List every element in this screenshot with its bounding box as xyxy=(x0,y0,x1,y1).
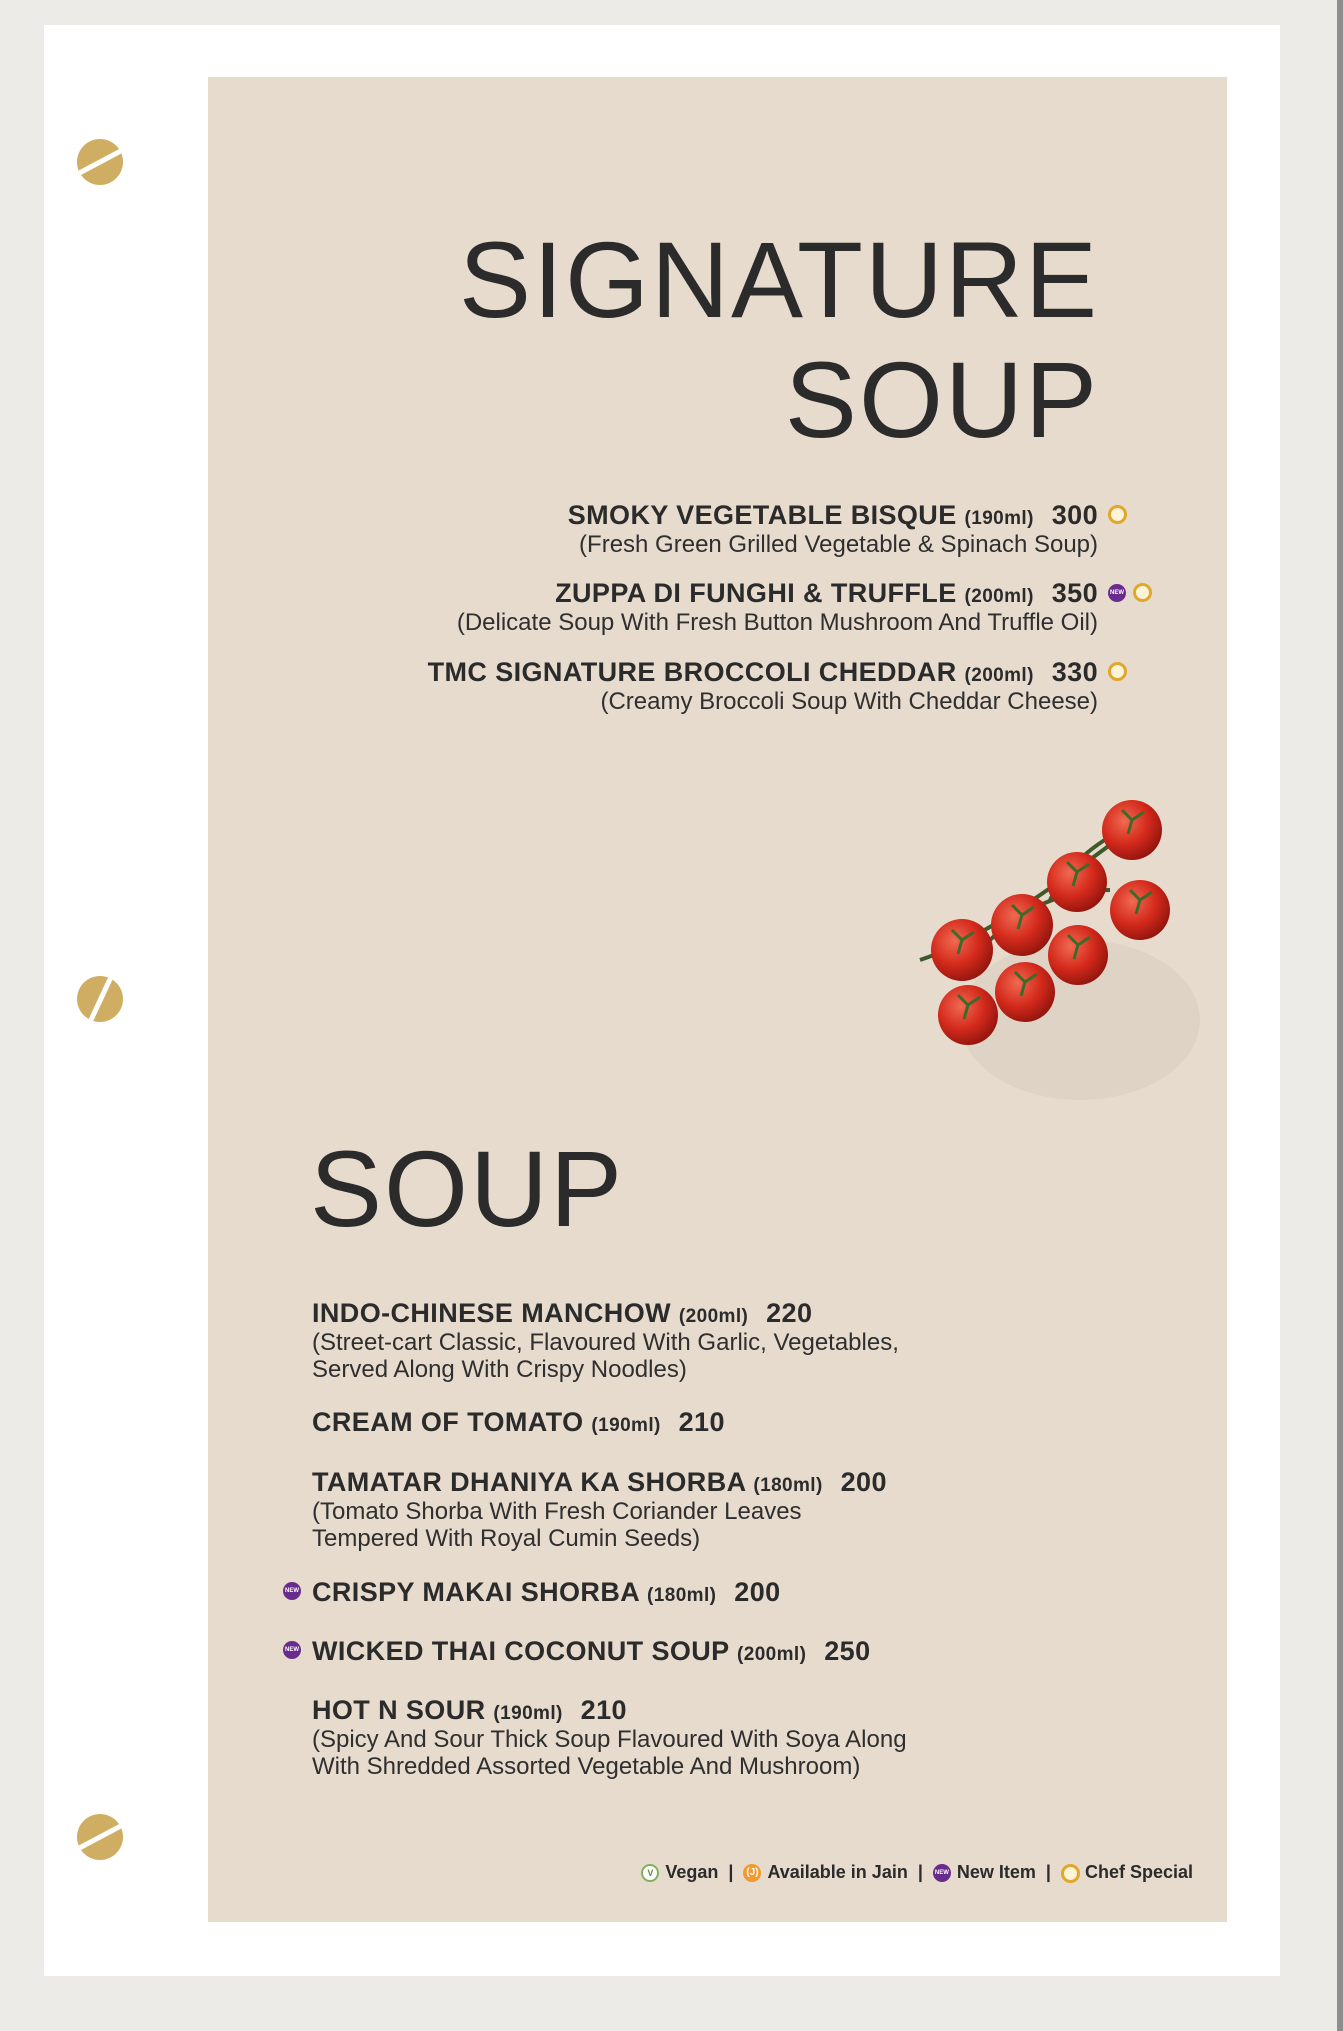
item-price: 200 xyxy=(734,1577,781,1607)
item-price: 350 xyxy=(1051,578,1098,608)
menu-item-smoky-vegetable-bisque xyxy=(568,500,1098,558)
item-volume: (200ml) xyxy=(964,586,1034,607)
item-name: HOT N SOUR xyxy=(312,1695,486,1725)
legend-chef: Chef Special xyxy=(1084,1862,1193,1882)
item-volume: (200ml) xyxy=(964,665,1034,686)
legend-separator: | xyxy=(1045,1862,1051,1882)
menu-item-cream-of-tomato xyxy=(312,1407,725,1438)
item-price: 330 xyxy=(1051,657,1098,687)
legend-vegan: Vegan xyxy=(665,1862,719,1882)
item-description-line1: (Spicy And Sour Thick Soup Flavoured With Soya Along xyxy=(312,1726,907,1753)
chef-special-icon xyxy=(1061,1864,1080,1883)
icon-legend xyxy=(641,1862,1193,1883)
item-volume: (190ml) xyxy=(493,1703,563,1724)
binder-hole-middle xyxy=(77,976,123,1022)
soup-title: SOUP xyxy=(310,1128,625,1249)
title-line2: SOUP xyxy=(784,339,1099,460)
title-line1: SIGNATURE xyxy=(458,219,1099,340)
item-name: ZUPPA DI FUNGHI & TRUFFLE xyxy=(555,578,957,608)
chef-special-icon xyxy=(1108,505,1127,524)
item-name: SMOKY VEGETABLE BISQUE xyxy=(567,500,957,530)
vegan-icon: V xyxy=(641,1864,659,1882)
legend-new: New Item xyxy=(956,1862,1036,1882)
item-name: CREAM OF TOMATO xyxy=(312,1407,584,1437)
item-description-line1: (Tomato Shorba With Fresh Coriander Leaves xyxy=(312,1498,802,1525)
item-volume: (180ml) xyxy=(647,1585,717,1606)
item-volume: (200ml) xyxy=(737,1644,807,1665)
item-description: (Fresh Green Grilled Vegetable & Spinach Soup) xyxy=(579,531,1098,558)
item-volume: (190ml) xyxy=(964,508,1034,529)
chef-special-icon xyxy=(1133,583,1152,602)
menu-item-tamatar-dhaniya-shorba xyxy=(312,1467,887,1552)
item-name: TMC SIGNATURE BROCCOLI CHEDDAR xyxy=(427,657,957,687)
legend-separator: | xyxy=(917,1862,923,1882)
signature-soup-title xyxy=(459,220,1099,460)
menu-item-broccoli-cheddar xyxy=(428,657,1098,715)
menu-item-indo-chinese-manchow xyxy=(312,1298,899,1383)
item-price: 220 xyxy=(766,1298,813,1328)
item-description-line2: Served Along With Crispy Noodles) xyxy=(312,1356,687,1383)
item-name: TAMATAR DHANIYA KA SHORBA xyxy=(312,1467,746,1497)
item-description-line1: (Street-cart Classic, Flavoured With Garlic, Vegetables, xyxy=(312,1329,899,1356)
menu-item-zuppa-di-funghi xyxy=(457,578,1098,636)
menu-item-hot-n-sour xyxy=(312,1695,907,1780)
item-description-line2: Tempered With Royal Cumin Seeds) xyxy=(312,1525,701,1552)
item-volume: (180ml) xyxy=(753,1475,823,1496)
item-name: CRISPY MAKAI SHORBA xyxy=(312,1577,640,1607)
item-price: 250 xyxy=(824,1636,871,1666)
item-volume: (200ml) xyxy=(678,1306,749,1327)
item-description: (Creamy Broccoli Soup With Cheddar Cheese) xyxy=(600,688,1098,715)
item-price: 300 xyxy=(1051,500,1098,530)
jain-icon: (J) xyxy=(743,1864,761,1882)
new-item-icon: NEW xyxy=(933,1864,951,1882)
item-description-line2: With Shredded Assorted Vegetable And Mushroom) xyxy=(312,1753,861,1780)
menu-item-wicked-thai-coconut-soup xyxy=(312,1636,871,1667)
page-edge xyxy=(1337,0,1343,2031)
item-price: 210 xyxy=(678,1407,725,1437)
cherry-tomatoes-image xyxy=(900,770,1220,1150)
legend-jain: Available in Jain xyxy=(767,1862,908,1882)
item-price: 210 xyxy=(580,1695,627,1725)
chef-special-icon xyxy=(1108,662,1127,681)
item-volume: (190ml) xyxy=(591,1415,661,1436)
item-name: WICKED THAI COCONUT SOUP xyxy=(312,1636,730,1666)
new-item-icon: NEW xyxy=(283,1582,301,1600)
binder-hole-bottom xyxy=(77,1814,123,1860)
item-price: 200 xyxy=(840,1467,887,1497)
menu-item-crispy-makai-shorba xyxy=(312,1577,781,1608)
binder-hole-top xyxy=(77,139,123,185)
item-name: INDO-CHINESE MANCHOW xyxy=(312,1298,671,1328)
legend-separator: | xyxy=(728,1862,734,1882)
item-description: (Delicate Soup With Fresh Button Mushroom And Truffle Oil) xyxy=(456,609,1098,636)
new-item-icon: NEW xyxy=(283,1641,301,1659)
new-item-icon: NEW xyxy=(1108,584,1126,602)
